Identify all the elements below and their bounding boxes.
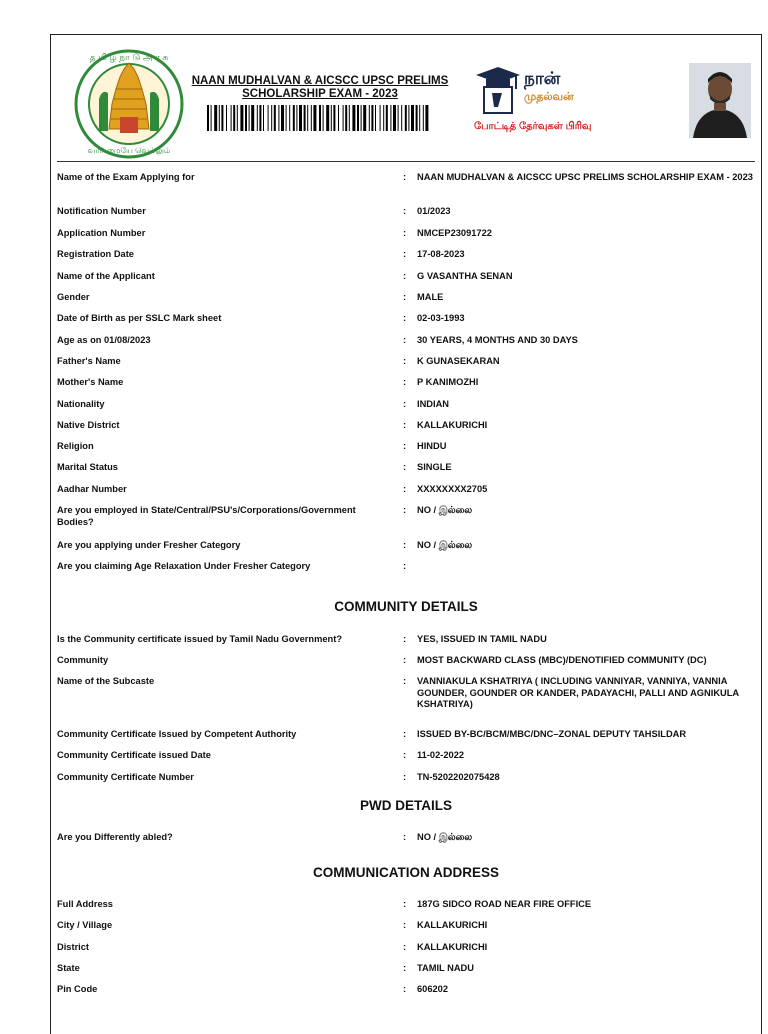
field-colon: : bbox=[403, 172, 407, 182]
field-label: Application Number bbox=[57, 228, 146, 238]
field-value: NMCEP23091722 bbox=[417, 228, 492, 238]
field-value: 17-08-2023 bbox=[417, 249, 465, 259]
field-value: P KANIMOZHI bbox=[417, 377, 479, 387]
field-value: MALE bbox=[417, 292, 444, 302]
exam-title-line1: NAAN MUDHALVAN & AICSCC UPSC PRELIMS bbox=[191, 75, 449, 87]
field-label: Aadhar Number bbox=[57, 484, 127, 494]
field-value: 187G SIDCO ROAD NEAR FIRE OFFICE bbox=[417, 899, 592, 909]
exam-title bbox=[191, 75, 449, 101]
field-value: TN-5202202075428 bbox=[417, 772, 500, 782]
field-value: 11-02-2022 bbox=[417, 750, 465, 760]
header bbox=[51, 35, 761, 161]
field-colon: : bbox=[403, 249, 407, 259]
emblem-top-text: த மி ழ் நா டு அ ர சு bbox=[89, 52, 169, 62]
section-heading-community: COMMUNITY DETAILS bbox=[334, 599, 478, 614]
field-label: Community bbox=[57, 655, 109, 665]
field-value: NO / இல்லை bbox=[417, 832, 472, 842]
barcode-icon bbox=[207, 105, 431, 131]
field-label: Religion bbox=[57, 441, 94, 451]
field-colon: : bbox=[403, 634, 407, 644]
field-value: G VASANTHA SENAN bbox=[417, 271, 513, 281]
emblem-bottom-text: வாய்மையே வெல்லும் bbox=[87, 146, 171, 155]
field-label: Marital Status bbox=[57, 462, 118, 472]
field-value: INDIAN bbox=[417, 399, 450, 409]
field-label: Pin Code bbox=[57, 984, 98, 994]
field-label: Are you Differently abled? bbox=[57, 832, 173, 842]
field-label: District bbox=[57, 942, 90, 952]
naan-mudhalvan-logo bbox=[472, 63, 604, 141]
field-colon: : bbox=[403, 399, 407, 409]
field-label: Community Certificate issued Date bbox=[57, 750, 211, 760]
field-label: Full Address bbox=[57, 899, 113, 909]
field-value: K GUNASEKARAN bbox=[417, 356, 500, 366]
field-colon: : bbox=[403, 899, 407, 909]
field-value: NAAN MUDHALVAN & AICSCC UPSC PRELIMS SCHOLARSHIP EXAM - 2023 bbox=[417, 172, 753, 182]
field-label: Community Certificate Issued by Competent Authority bbox=[57, 729, 297, 739]
field-value: 02-03-1993 bbox=[417, 313, 465, 323]
field-value: SINGLE bbox=[417, 462, 452, 472]
field-value: KALLAKURICHI bbox=[417, 420, 488, 430]
field-colon: : bbox=[403, 540, 407, 550]
field-colon: : bbox=[403, 772, 407, 782]
logo-title: நான் bbox=[524, 69, 561, 88]
field-value: MOST BACKWARD CLASS (MBC)/DENOTIFIED COMMUNITY (DC) bbox=[417, 655, 707, 665]
field-label: Notification Number bbox=[57, 206, 146, 216]
applicant-photo-icon bbox=[689, 63, 751, 138]
field-colon: : bbox=[403, 984, 407, 994]
field-label: Are you claiming Age Relaxation Under Fresher Category bbox=[57, 561, 311, 571]
field-colon: : bbox=[403, 228, 407, 238]
section-heading-address: COMMUNICATION ADDRESS bbox=[313, 865, 499, 880]
field-colon: : bbox=[403, 676, 407, 686]
field-label: Native District bbox=[57, 420, 120, 430]
field-label: Gender bbox=[57, 292, 90, 302]
field-label: Registration Date bbox=[57, 249, 134, 259]
field-value: NO / இல்லை bbox=[417, 540, 472, 550]
field-colon: : bbox=[403, 356, 407, 366]
field-colon: : bbox=[403, 942, 407, 952]
logo-tagline: போட்டித் தேர்வுகள் பிரிவு bbox=[474, 121, 592, 132]
exam-title-line2: SCHOLARSHIP EXAM - 2023 bbox=[242, 88, 398, 100]
field-value: VANNIAKULA KSHATRIYA ( INCLUDING VANNIYAR, VANNIYA, VANNIA GOUNDER, GOUNDER OR KANDER, PADAYACHI, PALLI AND AGNIKULA KSHATRIYA) bbox=[417, 676, 739, 709]
tamil-nadu-emblem-icon bbox=[64, 49, 194, 159]
field-colon: : bbox=[403, 420, 407, 430]
field-colon: : bbox=[403, 561, 407, 571]
field-label: Name of the Applicant bbox=[57, 271, 155, 281]
logo-subtitle: முதல்வன் bbox=[524, 91, 574, 103]
field-colon: : bbox=[403, 377, 407, 387]
graduation-cap-icon bbox=[472, 63, 522, 115]
field-colon: : bbox=[403, 292, 407, 302]
field-colon: : bbox=[403, 963, 407, 973]
field-value: 30 YEARS, 4 MONTHS AND 30 DAYS bbox=[417, 335, 578, 345]
field-value: 01/2023 bbox=[417, 206, 451, 216]
field-colon: : bbox=[403, 441, 407, 451]
field-label: Nationality bbox=[57, 399, 105, 409]
field-label: Name of the Subcaste bbox=[57, 676, 155, 686]
field-label: Are you employed in State/Central/PSU's/Corporations/Government Bodies? bbox=[57, 505, 356, 527]
field-value: XXXXXXXX2705 bbox=[417, 484, 488, 494]
field-colon: : bbox=[403, 750, 407, 760]
field-value: KALLAKURICHI bbox=[417, 920, 488, 930]
field-colon: : bbox=[403, 729, 407, 739]
header-divider bbox=[57, 161, 755, 162]
field-colon: : bbox=[403, 920, 407, 930]
field-label: Are you applying under Fresher Category bbox=[57, 540, 241, 550]
field-label: Mother's Name bbox=[57, 377, 124, 387]
field-colon: : bbox=[403, 335, 407, 345]
field-value: TAMIL NADU bbox=[417, 963, 474, 973]
field-label: Is the Community certificate issued by Tamil Nadu Government? bbox=[57, 634, 342, 644]
field-colon: : bbox=[403, 271, 407, 281]
field-colon: : bbox=[403, 832, 407, 842]
field-label: Age as on 01/08/2023 bbox=[57, 335, 151, 345]
field-value: HINDU bbox=[417, 441, 447, 451]
field-colon: : bbox=[403, 313, 407, 323]
field-colon: : bbox=[403, 505, 407, 515]
section-heading-pwd: PWD DETAILS bbox=[360, 798, 452, 813]
field-colon: : bbox=[403, 206, 407, 216]
field-value: NO / இல்லை bbox=[417, 505, 472, 515]
field-colon: : bbox=[403, 484, 407, 494]
field-label: State bbox=[57, 963, 80, 973]
field-label: City / Village bbox=[57, 920, 113, 930]
field-colon: : bbox=[403, 655, 407, 665]
application-sheet bbox=[50, 34, 762, 1034]
field-value: YES, ISSUED IN TAMIL NADU bbox=[417, 634, 547, 644]
field-value: 606202 bbox=[417, 984, 449, 994]
field-label: Name of the Exam Applying for bbox=[57, 172, 195, 182]
field-value: ISSUED BY-BC/BCM/MBC/DNC–ZONAL DEPUTY TAHSILDAR bbox=[417, 729, 687, 739]
field-colon: : bbox=[403, 462, 407, 472]
field-label: Community Certificate Number bbox=[57, 772, 194, 782]
applicant-photo bbox=[689, 63, 751, 138]
field-label: Date of Birth as per SSLC Mark sheet bbox=[57, 313, 222, 323]
field-value: KALLAKURICHI bbox=[417, 942, 488, 952]
field-label: Father's Name bbox=[57, 356, 121, 366]
